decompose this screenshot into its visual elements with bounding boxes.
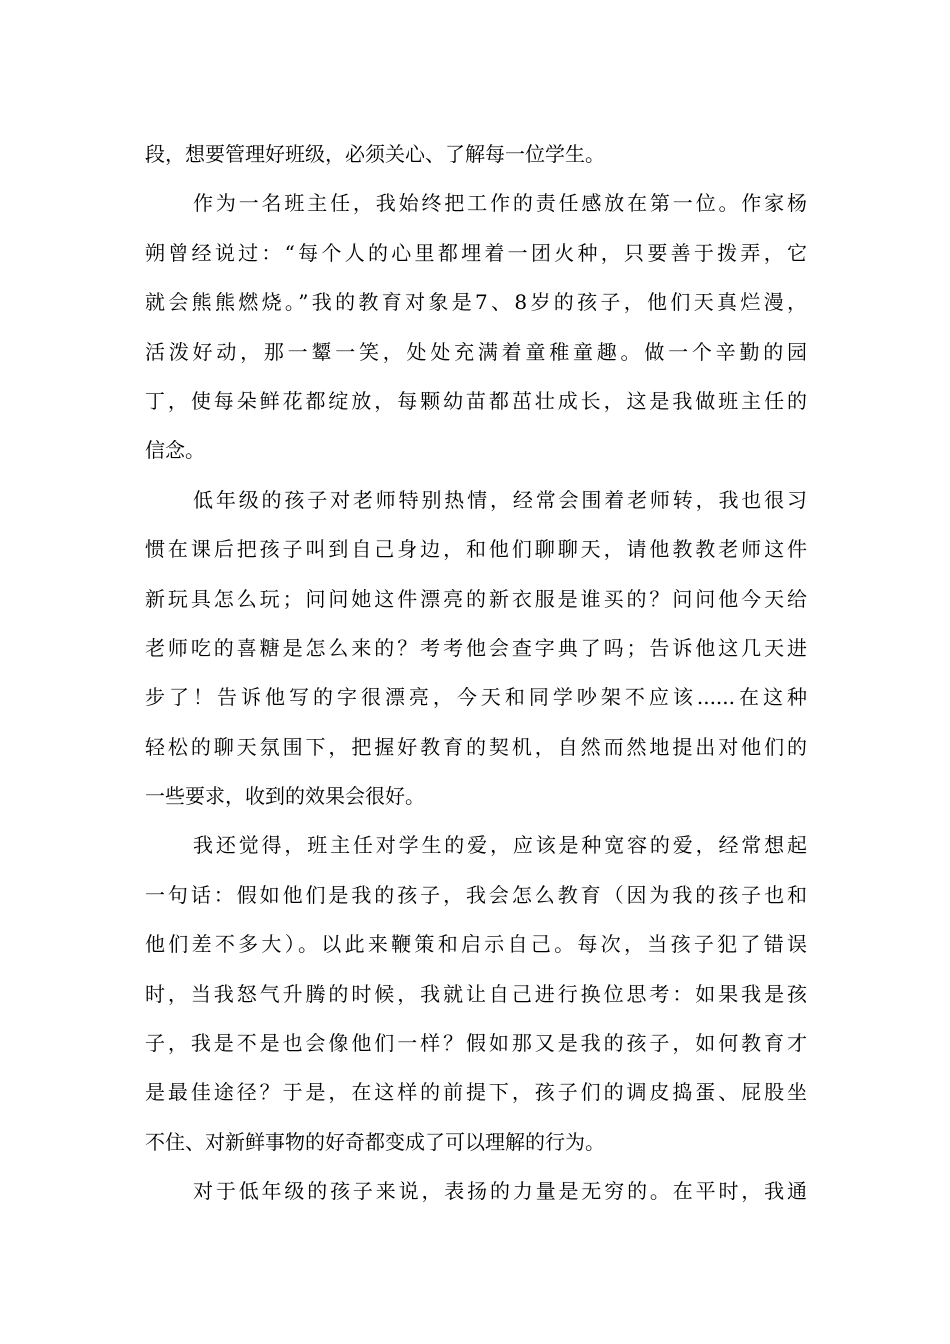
text-line: 朔曾经说过：“每个人的心里都埋着一团火种，只要善于拨弄，它 (145, 240, 807, 265)
text-line: 老师吃的喜糖是怎么来的？考考他会查字典了吗；告诉他这几天进 (145, 635, 807, 660)
text-line: 丁，使每朵鲜花都绽放，每颗幼苗都茁壮成长，这是我做班主任的 (145, 388, 807, 413)
text-line: 作为一名班主任，我始终把工作的责任感放在第一位。作家杨 (193, 191, 807, 216)
body-text (145, 130, 807, 1217)
text-line: 一些要求，收到的效果会很好。 (145, 784, 425, 809)
text-line: 对于低年级的孩子来说，表扬的力量是无穷的。在平时，我通 (193, 1179, 807, 1204)
text-line: 新玩具怎么玩；问问她这件漂亮的新衣服是谁买的？问问他今天给 (145, 586, 807, 611)
text-line: 他们差不多大）。以此来鞭策和启示自己。每次，当孩子犯了错误 (145, 932, 807, 957)
text-line: 是最佳途径？于是，在这样的前提下，孩子们的调皮捣蛋、屁股坐 (145, 1080, 807, 1105)
text-line: 时，当我怒气升腾的时候，我就让自己进行换位思考：如果我是孩 (145, 981, 807, 1006)
text-line: 就会熊熊燃烧。”我的教育对象是7、8岁的孩子，他们天真烂漫， (145, 290, 807, 315)
text-line: 段，想要管理好班级，必须关心、了解每一位学生。 (145, 142, 605, 166)
text-line: 不住、对新鲜事物的好奇都变成了可以理解的行为。 (145, 1129, 605, 1154)
text-line: 低年级的孩子对老师特别热情，经常会围着老师转，我也很习 (193, 487, 807, 512)
text-line: 一句话：假如他们是我的孩子，我会怎么教育（因为我的孩子也和 (145, 882, 807, 907)
text-line: 子，我是不是也会像他们一样？假如那又是我的孩子，如何教育才 (145, 1031, 807, 1056)
text-line: 我还觉得，班主任对学生的爱，应该是种宽容的爱，经常想起 (193, 833, 807, 858)
text-line: 惯在课后把孩子叫到自己身边，和他们聊聊天，请他教教老师这件 (145, 537, 807, 562)
text-line: 活泼好动，那一颦一笑，处处充满着童稚童趣。做一个辛勤的园 (145, 339, 807, 364)
text-line: 轻松的聊天氛围下，把握好教育的契机，自然而然地提出对他们的 (145, 734, 807, 759)
text-line: 步了！告诉他写的字很漂亮，今天和同学吵架不应该......在这种 (145, 685, 807, 710)
text-line: 信念。 (145, 438, 205, 463)
